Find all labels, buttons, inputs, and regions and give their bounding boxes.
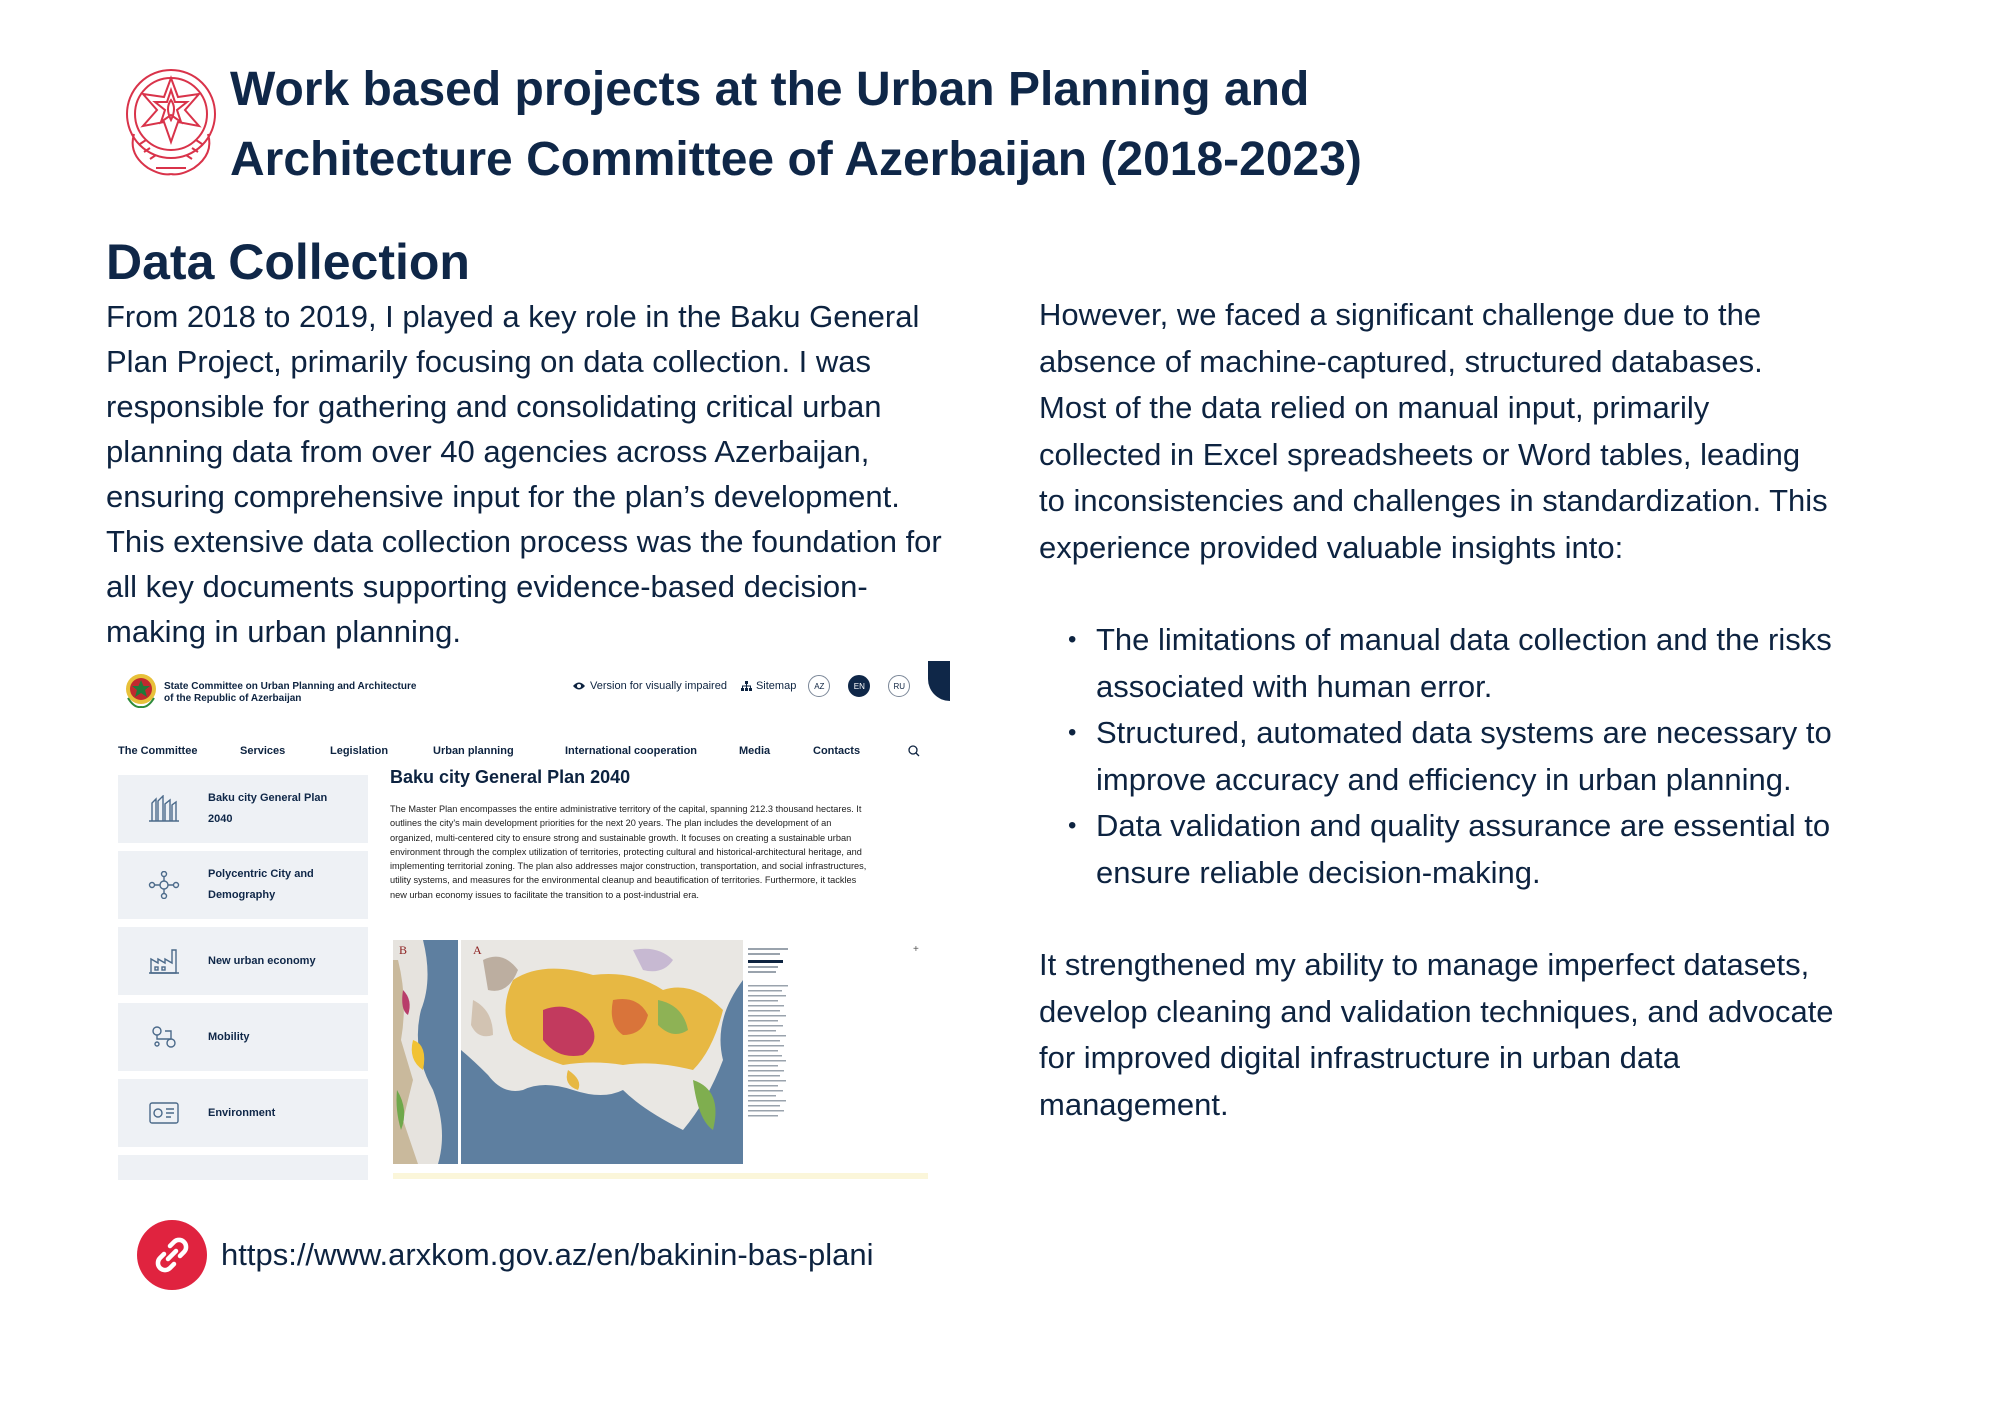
site-emblem-icon	[124, 672, 158, 708]
map-label-b: B	[399, 943, 408, 957]
environment-icon	[148, 1099, 180, 1127]
paragraph-line: making in urban planning.	[106, 614, 462, 649]
sidebar-item-label: Polycentric City and	[208, 868, 314, 880]
article-line: utility systems, and measures for the environmental cleanup and beautification of territories. Furthermore, it tackles	[390, 875, 857, 886]
source-link[interactable]	[137, 1220, 873, 1290]
paragraph-line: develop cleaning and validation techniques, and advocate	[1039, 993, 1834, 1029]
right-column	[1039, 292, 1939, 1128]
factory-icon	[148, 947, 180, 975]
corner-decoration	[928, 661, 950, 701]
paragraph-line: management.	[1039, 1086, 1229, 1122]
map-label-a: A	[473, 943, 482, 957]
site-topbar	[572, 675, 910, 697]
eye-icon	[572, 681, 586, 691]
sidebar-item-label: 2040	[208, 813, 233, 825]
paragraph-line: Most of the data relied on manual input, primarily	[1039, 390, 1710, 425]
paragraph-line: all key documents supporting evidence-based decision-	[106, 569, 868, 604]
page-title-line-1: Work based projects at the Urban Planning and	[230, 63, 1310, 116]
paragraph-line: From 2018 to 2019, I played a key role in the Baku General	[106, 299, 920, 334]
link-icon	[137, 1220, 207, 1290]
sidebar-item-environment[interactable]	[118, 1079, 368, 1147]
paragraph-line: This extensive data collection process was the foundation for	[106, 524, 942, 559]
article-line: The Master Plan encompasses the entire administrative territory of the capital, spanning 212.3 thousand hectares. It	[390, 804, 862, 814]
paragraph-line: experience provided valuable insights into:	[1039, 529, 1624, 565]
list-item-line: • The limitations of manual data collection and the risks	[1096, 622, 1832, 657]
article-line: implementing territorial zoning. The plan also addresses major construction, transportation, and social infrastructures,	[390, 861, 867, 872]
site-org-name-line: State Committee on Urban Planning and Architecture	[164, 681, 417, 692]
paragraph-line: collected in Excel spreadsheets or Word tables, leading	[1039, 436, 1801, 472]
site-org-name-line: of the Republic of Azerbaijan	[164, 693, 302, 704]
sidebar-item-label: Demography	[208, 889, 276, 901]
skyline-icon	[148, 795, 180, 823]
nav-item-urban-planning[interactable]: Urban planning	[433, 745, 514, 757]
article-line: organized, multi-centered city to ensure strong and sustainable growth. It focuses on creating a sustainable urban	[390, 832, 852, 843]
sidebar-item-label: Mobility	[208, 1030, 250, 1043]
sidebar-item-mobility[interactable]	[118, 1003, 368, 1071]
insights-list	[1039, 617, 1939, 896]
search-icon[interactable]	[908, 745, 920, 757]
site-org-name	[164, 681, 424, 705]
sidebar-item-polycentric-city[interactable]	[118, 851, 368, 919]
sidebar-item-label: Baku city General Plan	[208, 792, 328, 804]
website-screenshot	[110, 655, 950, 1180]
nav-item-contacts[interactable]: Contacts	[813, 745, 861, 757]
paragraph-line: absence of machine-captured, structured databases.	[1039, 343, 1763, 379]
paragraph-line: responsible for gathering and consolidating critical urban	[106, 389, 882, 424]
left-paragraph	[106, 294, 1006, 654]
map-bottom-strip	[393, 1173, 928, 1179]
article-title: Baku city General Plan 2040	[390, 767, 631, 787]
sidebar-item-general-plan[interactable]	[118, 775, 368, 843]
paragraph-line: It strengthened my ability to manage imperfect datasets,	[1039, 947, 1810, 982]
accessibility-label: Version for visually impaired	[590, 680, 727, 692]
azerbaijan-emblem-icon	[120, 64, 222, 178]
paragraph-line: for improved digital infrastructure in urban data	[1039, 1040, 1680, 1075]
sidebar-item-label: Environment	[208, 1106, 276, 1119]
language-ru[interactable]: RU	[888, 675, 910, 697]
list-item-line: ensure reliable decision-making.	[1096, 854, 1541, 890]
site-nav	[118, 745, 938, 765]
svg-text:+: +	[913, 944, 919, 955]
page-title	[230, 55, 1530, 195]
list-item-line: • Data validation and quality assurance are essential to	[1096, 808, 1831, 843]
site-article	[390, 767, 922, 902]
network-nodes-icon	[148, 871, 180, 899]
paragraph-line: However, we faced a significant challenge due to the	[1039, 297, 1762, 332]
nav-item-legislation[interactable]: Legislation	[330, 745, 389, 757]
nav-item-international[interactable]: International cooperation	[565, 745, 698, 757]
sidebar-item-partial[interactable]	[118, 1155, 368, 1180]
closing-paragraph	[1039, 942, 1939, 1128]
nav-item-committee[interactable]: The Committee	[118, 745, 198, 757]
paragraph-line: to inconsistencies and challenges in standardization. This	[1039, 483, 1828, 518]
section-heading: Data Collection	[106, 234, 470, 290]
right-intro	[1039, 292, 1939, 571]
language-az[interactable]: AZ	[808, 675, 830, 697]
list-item-line: improve accuracy and efficiency in urban planning.	[1096, 761, 1792, 797]
baku-general-plan-map	[393, 940, 928, 1164]
list-item-line: • Structured, automated data systems are necessary to	[1096, 715, 1832, 750]
list-item	[1039, 710, 1939, 803]
page-title-line-2: Architecture Committee of Azerbaijan (2018-2023)	[230, 133, 1362, 186]
site-sidebar	[118, 775, 368, 1180]
sidebar-item-label: New urban economy	[208, 954, 316, 967]
list-item	[1039, 803, 1939, 896]
sitemap-icon	[741, 681, 752, 691]
nav-item-media[interactable]: Media	[739, 745, 771, 757]
paragraph-line: Plan Project, primarily focusing on data collection. I was	[106, 344, 872, 379]
article-line: outlines the city's main development priorities for the next 20 years. The plan includes the development of an	[390, 818, 832, 829]
source-link-url[interactable]: https://www.arxkom.gov.az/en/bakinin-bas-plani	[221, 1237, 874, 1272]
accessibility-link[interactable]	[572, 680, 727, 692]
sitemap-label: Sitemap	[755, 680, 797, 692]
nav-item-services[interactable]: Services	[240, 745, 286, 757]
sitemap-link[interactable]	[741, 680, 796, 692]
language-en[interactable]: EN	[848, 675, 870, 697]
list-item-line: associated with human error.	[1096, 668, 1493, 704]
list-item	[1039, 617, 1939, 710]
article-line: environment through the complex utilization of territories, protecting cultural and historical-architectural heritage, and	[390, 846, 862, 857]
paragraph-line: planning data from over 40 agencies across Azerbaijan,	[106, 434, 870, 469]
article-body	[390, 802, 922, 902]
article-line: new urban economy issues to facilitate the transition to a post-industrial era.	[390, 889, 699, 900]
paragraph-line: ensuring comprehensive input for the plan’s development.	[106, 479, 900, 514]
mobility-icon	[148, 1023, 180, 1051]
sidebar-item-urban-economy[interactable]	[118, 927, 368, 995]
